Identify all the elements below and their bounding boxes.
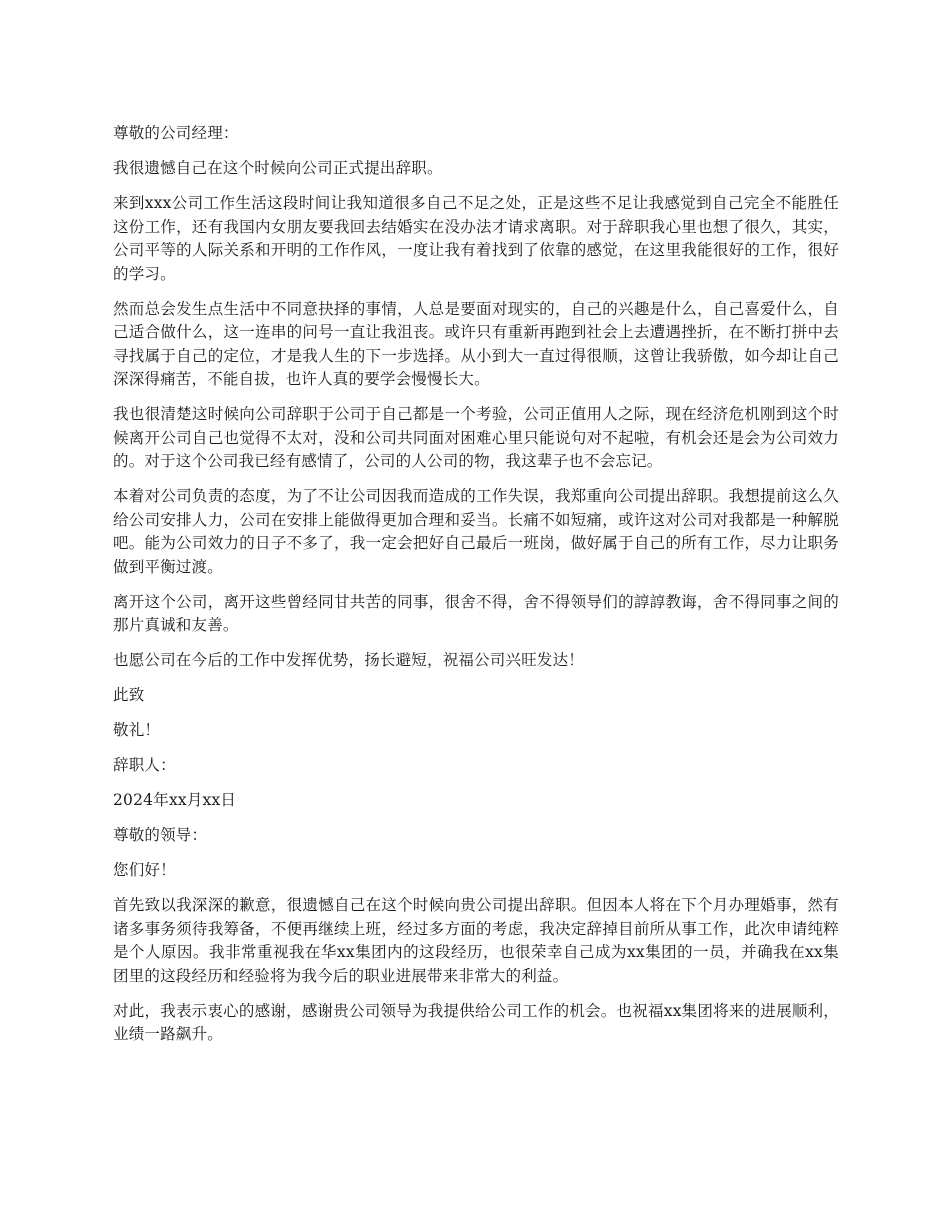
- paragraph: 我也很清楚这时候向公司辞职于公司于自己都是一个考验，公司正值用人之际，现在经济危机刚到这个时候离开公司自己也觉得不太对，没和公司共同面对困难心里只能说句对不起啦，有机会还是会为公司效力的。对于这个公司我已经有感情了，公司的人公司的物，我这辈子也不会忘记。: [113, 405, 839, 470]
- paragraph: 本着对公司负责的态度，为了不让公司因我而造成的工作失误，我郑重向公司提出辞职。我想提前这么久给公司安排人力，公司在安排上能做得更加合理和妥当。长痛不如短痛，或许这对公司对我都是一种解脱吧。能为公司效力的日子不多了，我一定会把好自己最后一班岗，做好属于自己的所有工作，尽力让职务做到平衡过渡。: [113, 487, 839, 576]
- salutation: 尊敬的公司经理：: [113, 124, 239, 142]
- closing-line: 敬礼！: [113, 721, 161, 739]
- salutation: 尊敬的领导：: [113, 826, 208, 844]
- document-page: [113, 122, 839, 1058]
- paragraph: 首先致以我深深的歉意，很遗憾自己在这个时候向贵公司提出辞职。但因本人将在下个月办理婚事，然有诸多事务须待我筹备，不便再继续上班，经过多方面的考虑，我决定辞掉目前所从事工作，此次申请纯粹是个人原因。我非常重视我在华xx集团内的这段经历，也很荣幸自己成为xx集团的一员，并确我在xx集团里的这段经历和经验将为我今后的职业进展带来非常大的利益。: [113, 896, 839, 985]
- paragraph: 我很遗憾自己在这个时候向公司正式提出辞职。: [113, 159, 443, 177]
- signature-label: 辞职人：: [113, 756, 176, 774]
- paragraph: 对此，我表示衷心的感谢，感谢贵公司领导为我提供给公司工作的机会。也祝福xx集团将来的进展顺利，业绩一路飙升。: [113, 1001, 839, 1043]
- paragraph: 离开这个公司，离开这些曾经同甘共苦的同事，很舍不得，舍不得领导们的諄諄教诲，舍不得同事之间的那片真诚和友善。: [113, 592, 839, 634]
- paragraph: 也愿公司在今后的工作中发挥优势，扬长避短，祝福公司兴旺发达！: [113, 651, 585, 669]
- paragraph: 然而总会发生点生活中不同意抉择的事情，人总是要面对现实的，自己的兴趣是什么，自己喜爱什么，自己适合做什么，这一连串的问号一直让我沮丧。或许只有重新再跑到社会上去遭遇挫折，在不断打拼中去寻找属于自己的定位，才是我人生的下一步选择。从小到大一直过得很顺，这曾让我骄傲，如今却让自己深深得痛苦，不能自拔，也许人真的要学会慢慢长大。: [113, 299, 839, 388]
- paragraph: 来到xxx公司工作生活这段时间让我知道很多自己不足之处，正是这些不足让我感觉到自己完全不能胜任这份工作，还有我国内女朋友要我回去结婚实在没办法才请求离职。对于辞职我心里也想了很久，其实，公司平等的人际关系和开明的工作作风，一度让我有着找到了依靠的感觉，在这里我能很好的工作，很好的学习。: [113, 194, 839, 283]
- closing-line: 此致: [113, 686, 145, 704]
- greeting: 您们好！: [113, 861, 176, 879]
- date-line: 2024年xx月xx日: [113, 791, 237, 809]
